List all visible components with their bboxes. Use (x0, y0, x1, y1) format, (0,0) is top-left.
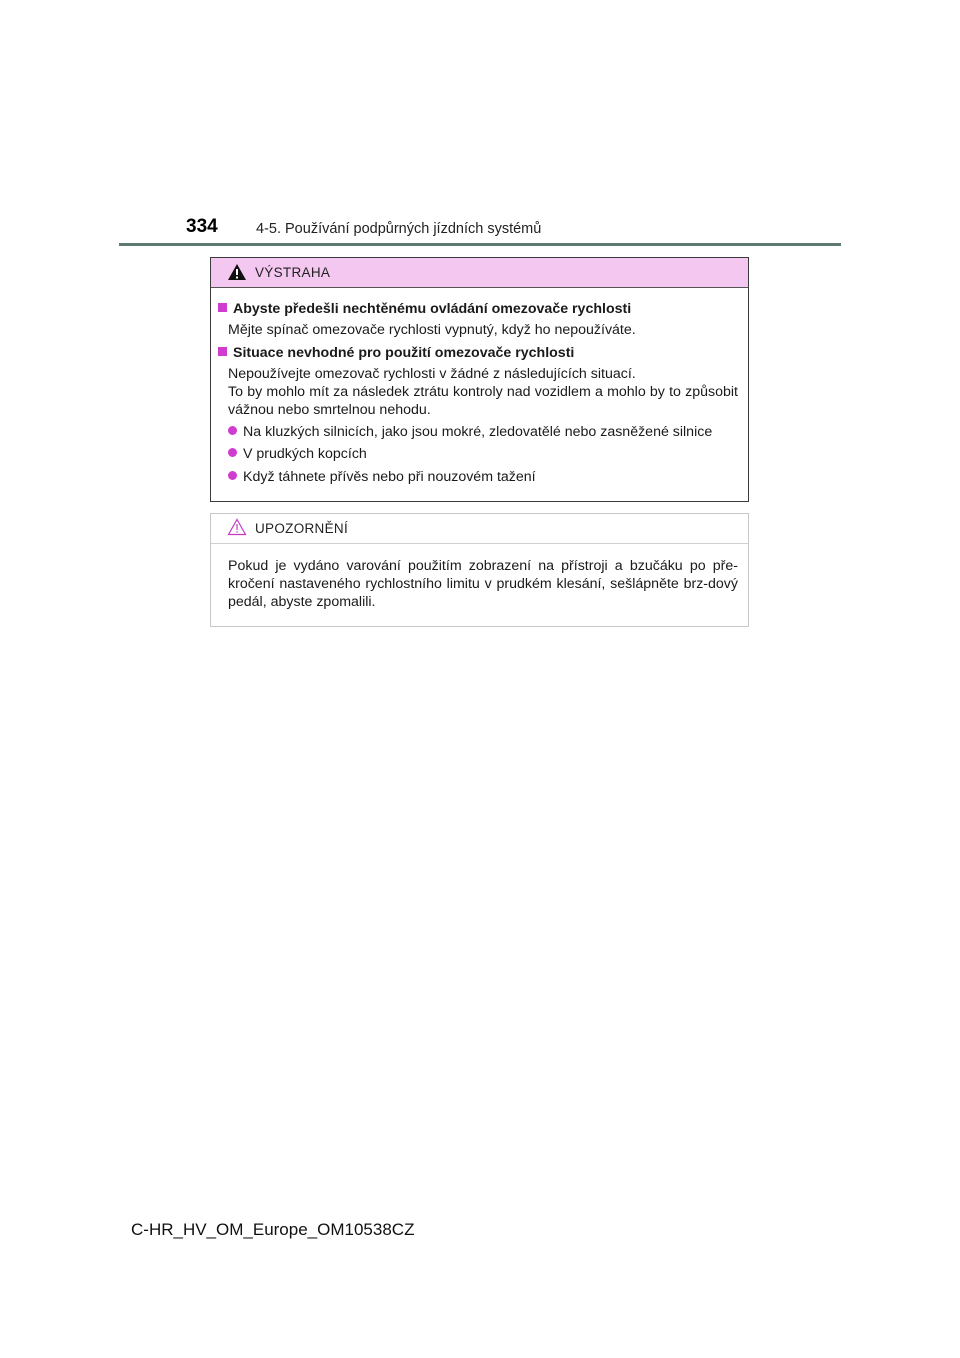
section-title: 4-5. Používání podpůrných jízdních systémů (256, 221, 542, 237)
bullet-dot-icon (228, 471, 237, 480)
warning-heading-1 (218, 300, 631, 318)
caution-box (210, 513, 749, 627)
bullet-dot-icon (228, 448, 237, 457)
warning-header (211, 258, 748, 288)
caution-header (211, 514, 748, 544)
warning-heading-2-text: Situace nevhodné pro použití omezovače rychlosti (233, 345, 575, 361)
list-item (228, 423, 712, 441)
list-item-text: Když táhnete přívěs nebo při nouzovém tažení (243, 469, 536, 485)
bullet-dot-icon (228, 426, 237, 435)
list-item (228, 468, 536, 486)
header-divider (119, 243, 841, 246)
warning-label: VÝSTRAHA (255, 265, 331, 280)
warning-text-1: Mějte spínač omezovače rychlosti vypnutý, když ho nepoužíváte. (228, 322, 636, 338)
list-item-text: V prudkých kopcích (243, 446, 367, 462)
list-item (228, 445, 367, 463)
warning-box (210, 257, 749, 502)
warning-text-2b: To by mohlo mít za následek ztrátu kontroly nad vozidlem a mohlo by to způsobit vážnou nebo smrtelnou nehodu. (228, 384, 738, 418)
section-square-icon (218, 303, 227, 312)
caution-label: UPOZORNĚNÍ (255, 521, 349, 536)
warning-text-2a: Nepoužívejte omezovač rychlosti v žádné z následujících situací. (228, 366, 636, 382)
page-number: 334 (186, 216, 218, 237)
warning-heading-1-text: Abyste předešli nechtěnému ovládání omezovače rychlosti (233, 301, 632, 317)
warning-heading-2 (218, 344, 574, 362)
warning-triangle-filled-icon (227, 263, 247, 281)
caution-triangle-outline-icon (227, 518, 247, 536)
document-id: C-HR_HV_OM_Europe_OM10538CZ (131, 1220, 415, 1239)
section-square-icon (218, 347, 227, 356)
caution-text: Pokud je vydáno varování použitím zobrazení na přístroji a bzučáku po pře-kročení nastaveného rychlostního limitu v prudkém klesání, sešlápněte brz-dový pedál, abyste zpomalili. (228, 558, 738, 610)
list-item-text: Na kluzkých silnicích, jako jsou mokré, zledovatělé nebo zasněžené silnice (243, 424, 713, 440)
